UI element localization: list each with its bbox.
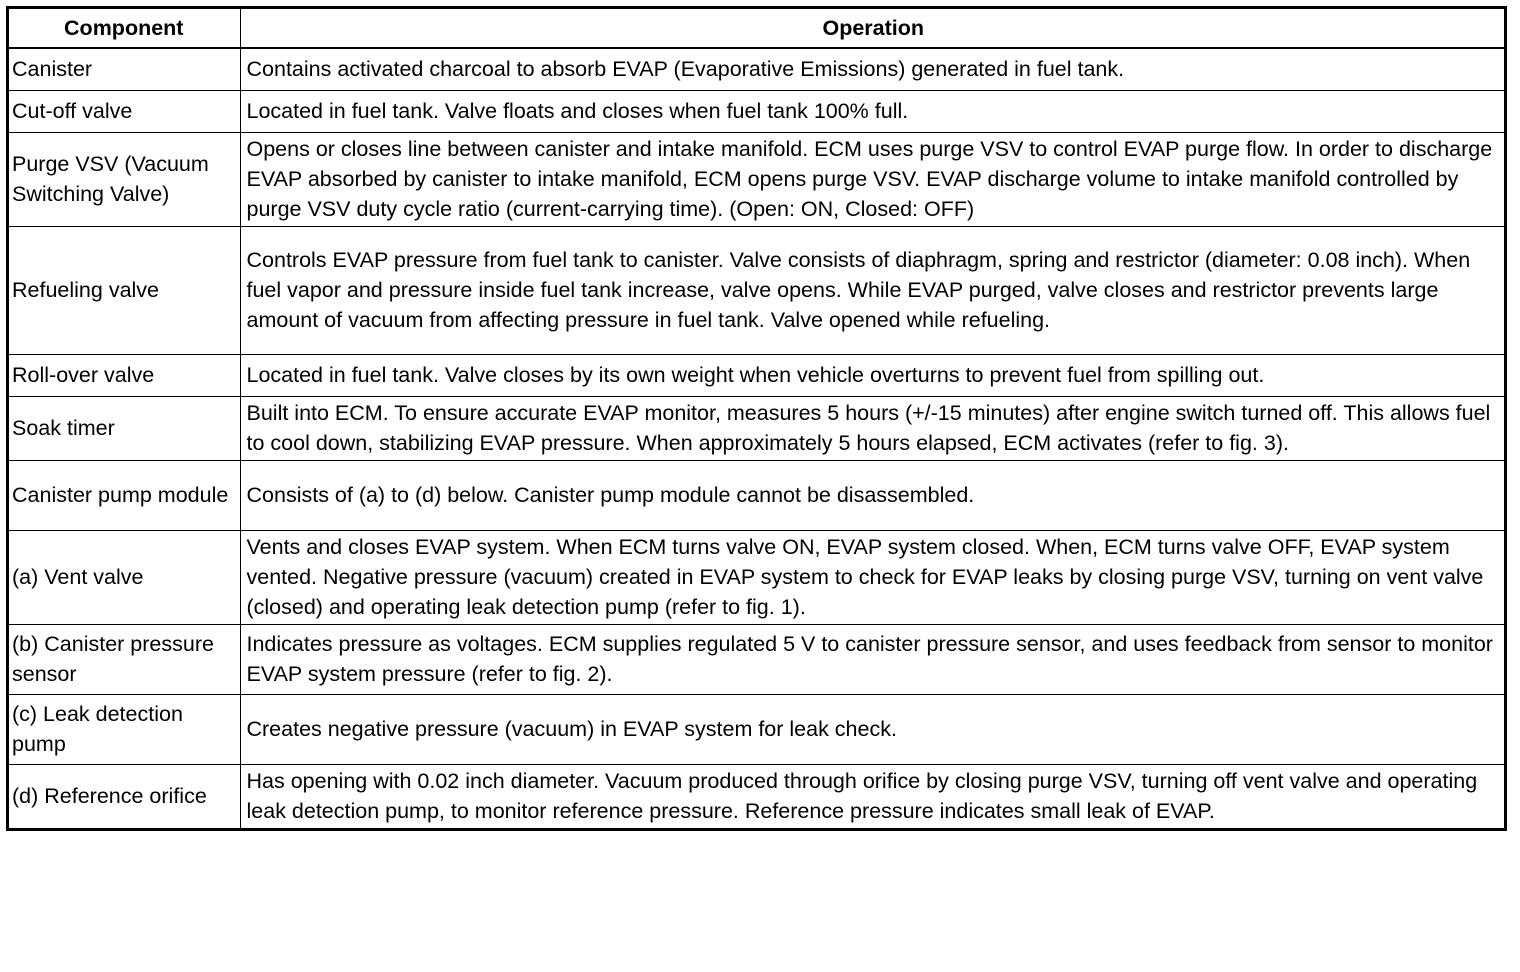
component-cell: Canister bbox=[9, 48, 240, 91]
table-row bbox=[9, 91, 1504, 133]
component-cell: (b) Canister pressure sensor bbox=[9, 625, 240, 695]
component-cell: Purge VSV (Vacuum Switching Valve) bbox=[9, 133, 240, 227]
table-row bbox=[9, 531, 1504, 625]
evap-components-table bbox=[9, 9, 1504, 828]
operation-cell: Indicates pressure as voltages. ECM supplies regulated 5 V to canister pressure sensor, and uses feedback from sensor to monitor EVAP system pressure (refer to fig. 2). bbox=[240, 625, 1504, 695]
table-header-row bbox=[9, 9, 1504, 48]
table-row bbox=[9, 133, 1504, 227]
table-row bbox=[9, 227, 1504, 355]
component-cell: Cut-off valve bbox=[9, 91, 240, 133]
operation-cell: Has opening with 0.02 inch diameter. Vacuum produced through orifice by closing purge VSV, turning off vent valve and operating leak detection pump, to monitor reference pressure. Reference pressure indicates small leak of EVAP. bbox=[240, 765, 1504, 829]
component-cell: Canister pump module bbox=[9, 461, 240, 531]
table-row bbox=[9, 695, 1504, 765]
table-row bbox=[9, 461, 1504, 531]
operation-cell: Creates negative pressure (vacuum) in EVAP system for leak check. bbox=[240, 695, 1504, 765]
column-header-operation: Operation bbox=[240, 9, 1504, 48]
operation-cell: Consists of (a) to (d) below. Canister pump module cannot be disassembled. bbox=[240, 461, 1504, 531]
operation-cell: Controls EVAP pressure from fuel tank to canister. Valve consists of diaphragm, spring and restrictor (diameter: 0.08 inch). When fuel vapor and pressure inside fuel tank increase, valve opens. While EVAP purged, valve closes and restrictor prevents large amount of vacuum from affecting pressure in fuel tank. Valve opened while refueling. bbox=[240, 227, 1504, 355]
component-cell: (d) Reference orifice bbox=[9, 765, 240, 829]
component-cell: (c) Leak detection pump bbox=[9, 695, 240, 765]
table-row bbox=[9, 355, 1504, 397]
table-row bbox=[9, 625, 1504, 695]
table-row bbox=[9, 397, 1504, 461]
operation-cell: Located in fuel tank. Valve closes by its own weight when vehicle overturns to prevent fuel from spilling out. bbox=[240, 355, 1504, 397]
table-row bbox=[9, 48, 1504, 91]
component-cell: Roll-over valve bbox=[9, 355, 240, 397]
operation-cell: Vents and closes EVAP system. When ECM turns valve ON, EVAP system closed. When, ECM turns valve OFF, EVAP system vented. Negative pressure (vacuum) created in EVAP system to check for EVAP leaks by closing purge VSV, turning on vent valve (closed) and operating leak detection pump (refer to fig. 1). bbox=[240, 531, 1504, 625]
evap-components-table-frame bbox=[6, 6, 1507, 831]
column-header-component: Component bbox=[9, 9, 240, 48]
component-cell: (a) Vent valve bbox=[9, 531, 240, 625]
operation-cell: Built into ECM. To ensure accurate EVAP monitor, measures 5 hours (+/-15 minutes) after engine switch turned off. This allows fuel to cool down, stabilizing EVAP pressure. When approximately 5 hours elapsed, ECM activates (refer to fig. 3). bbox=[240, 397, 1504, 461]
operation-cell: Opens or closes line between canister and intake manifold. ECM uses purge VSV to control EVAP purge flow. In order to discharge EVAP absorbed by canister to intake manifold, ECM opens purge VSV. EVAP discharge volume to intake manifold controlled by purge VSV duty cycle ratio (current-carrying time). (Open: ON, Closed: OFF) bbox=[240, 133, 1504, 227]
component-cell: Soak timer bbox=[9, 397, 240, 461]
operation-cell: Located in fuel tank. Valve floats and closes when fuel tank 100% full. bbox=[240, 91, 1504, 133]
component-cell: Refueling valve bbox=[9, 227, 240, 355]
operation-cell: Contains activated charcoal to absorb EVAP (Evaporative Emissions) generated in fuel tank. bbox=[240, 48, 1504, 91]
table-row bbox=[9, 765, 1504, 829]
